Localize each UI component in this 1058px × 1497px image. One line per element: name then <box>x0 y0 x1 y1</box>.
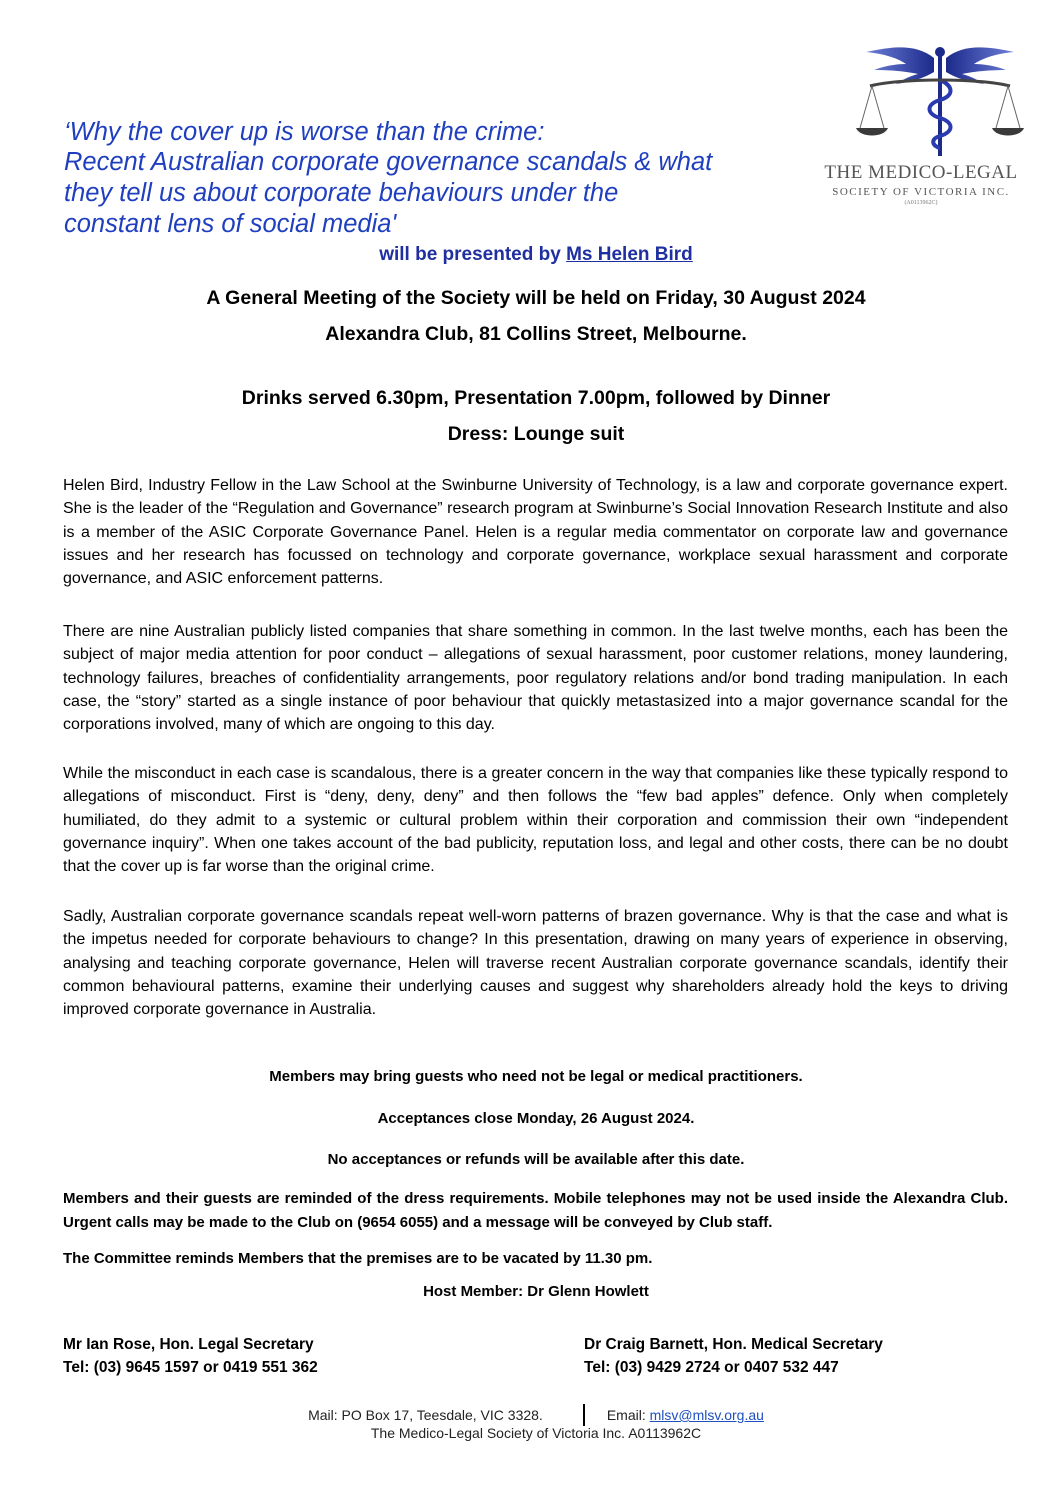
caduceus-scales-icon <box>850 40 1030 160</box>
meeting-schedule: Drinks served 6.30pm, Presentation 7.00pm, followed by Dinner <box>241 387 831 409</box>
body-paragraph-2: There are nine Australian publicly listed companies that share something in common. In the last twelve months, each has been the subject of major media attention for poor conduct – allegations of sexual harassment, poor customer relations, money laundering, technology failures, breaches of confidentiality arrangements, poor regulatory relations and/or bond trading manipulation. In each case, the “story” started as a single instance of poor behaviour that quickly metastasized into a major governance scandal for the corporations involved, many of which are ongoing to this day. <box>63 623 1008 734</box>
refunds-note: No acceptances or refunds will be available after this date. <box>327 1151 745 1168</box>
logo-registration: (A0113962C) <box>904 200 938 206</box>
presenter-name-link[interactable]: Ms Helen Bird <box>566 244 693 265</box>
host-member: Host Member: Dr Glenn Howlett <box>423 1283 649 1300</box>
footer-org: The Medico-Legal Society of Victoria Inc. A0113962C <box>370 1425 702 1441</box>
meeting-dress: Dress: Lounge suit <box>447 423 625 445</box>
acceptances-note: Acceptances close Monday, 26 August 2024. <box>377 1110 695 1127</box>
footer-email-link[interactable]: mlsv@mlsv.org.au <box>649 1407 764 1423</box>
logo-subname: SOCIETY OF VICTORIA INC. <box>832 186 1010 198</box>
medical-secretary-tel: Tel: (03) 9429 2724 or 0407 532 447 <box>584 1359 839 1376</box>
legal-secretary-tel: Tel: (03) 9645 1597 or 0419 551 362 <box>63 1359 318 1376</box>
footer-email-label: Email: <box>606 1407 650 1423</box>
presenter-prefix: will be presented by <box>379 244 567 265</box>
bio-paragraph: Helen Bird, Industry Fellow in the Law School at the Swinburne University of Technology, is a law and corporate governance expert. She is the leader of the “Regulation and Governance” research program at Swinburne’s Social Innovation Research Institute and also is a member of the ASIC Corporate Governance Panel. Helen is a regular media commentator on corporate law and governance issues and her research has focussed on technology and corporate governance, workplace sexual harassment and corporate governance, and ASIC enforcement patterns. <box>63 477 1008 588</box>
medical-secretary-name: Dr Craig Barnett, Hon. Medical Secretary <box>584 1336 883 1353</box>
talk-title-line-4: constant lens of social media' <box>64 210 397 238</box>
legal-secretary-name: Mr Ian Rose, Hon. Legal Secretary <box>63 1336 314 1353</box>
guests-note: Members may bring guests who need not be legal or medical practitioners. <box>269 1068 803 1085</box>
presenter-line <box>0 244 1058 266</box>
logo-name: THE MEDICO-LEGAL <box>824 162 1018 183</box>
society-logo <box>850 40 1030 160</box>
footer-mail: Mail: PO Box 17, Teesdale, VIC 3328. <box>308 1407 543 1423</box>
talk-title-line-1: ‘Why the cover up is worse than the crime: <box>64 118 545 146</box>
meeting-venue: Alexandra Club, 81 Collins Street, Melbourne. <box>325 323 747 345</box>
talk-title-line-3: they tell us about corporate behaviours under the <box>64 179 619 207</box>
talk-title-line-2: Recent Australian corporate governance scandals & what <box>64 148 713 176</box>
dress-reminder-note: Members and their guests are reminded of the dress requirements. Mobile telephones may not be used inside the Alexandra Club. Urgent calls may be made to the Club on (9654 6055) and a message will be conveyed by Club staff. <box>63 1190 1008 1231</box>
meeting-date: A General Meeting of the Society will be held on Friday, 30 August 2024 <box>206 287 866 309</box>
body-paragraph-3: While the misconduct in each case is scandalous, there is a greater concern in the way that companies like these typically respond to allegations of misconduct. First is “deny, deny, deny” and then follows the “few bad apples” defence. Only when completely humiliated, do they admit to a systemic or cultural problem within their corporation and commission their own “independent governance inquiry”. When one takes account of the bad publicity, reputation loss, and legal and other costs, there can be no doubt that the cover up is far worse than the original crime. <box>63 765 1008 876</box>
vacate-note: The Committee reminds Members that the premises are to be vacated by 11.30 pm. <box>63 1250 653 1267</box>
footer-contact <box>0 1404 1058 1426</box>
body-paragraph-4: Sadly, Australian corporate governance scandals repeat well-worn patterns of brazen governance. Why is that the case and what is the impetus needed for corporate behaviours to change? In this presentation, drawing on many years of experience in observing, analysing and teaching corporate governance, Helen will traverse recent Australian corporate governance scandals, identify their common behavioural patterns, examine their underlying causes and suggest why shareholders already hold the keys to driving improved corporate governance in Australia. <box>63 908 1008 1019</box>
footer-divider <box>583 1404 585 1426</box>
